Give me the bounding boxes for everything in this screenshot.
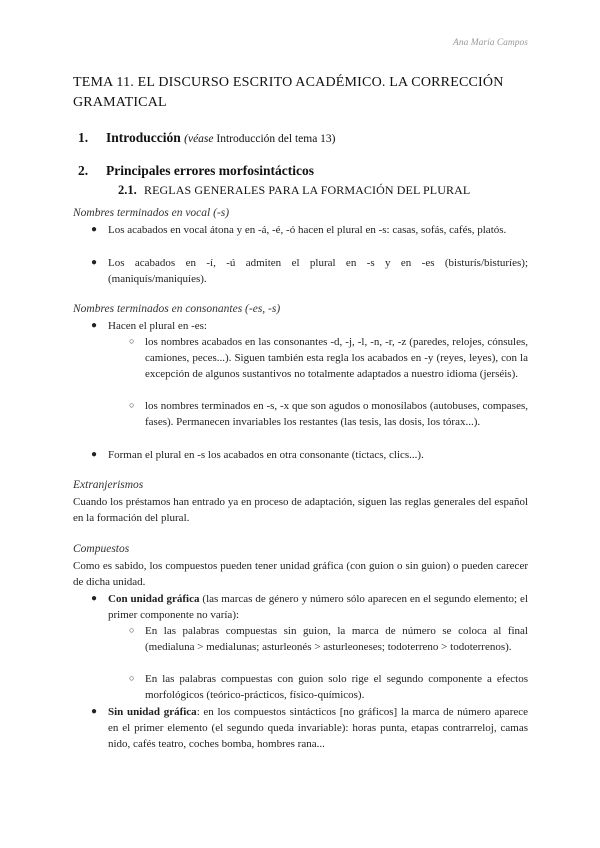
extranjerismos-heading: Extranjerismos bbox=[73, 479, 144, 491]
consonante-sub-item-1: los nombres acabados en las consonantes -d, -j, -l, -n, -r, -z (paredes, relojes, cónsules, camiones, peces...). Siguen también esta regla los acabados en -y (reyes, leyes), con la excepción de algunos sustantivos no totalmente adaptados a nuestro idioma (jerséis). bbox=[145, 336, 528, 380]
author-header: Ana María Campos bbox=[453, 38, 528, 48]
consonante-item-1: Hacen el plural en -es: bbox=[108, 320, 207, 332]
consonante-heading: Nombres terminados en consonantes (-es, -s) bbox=[73, 303, 281, 315]
consonante-item-2: Forman el plural en -s los acabados en otra consonante (tictacs, clics...). bbox=[108, 449, 424, 461]
vocal-heading: Nombres terminados en vocal (-s) bbox=[73, 207, 230, 219]
section-1-heading bbox=[78, 130, 336, 146]
bullet-icon: ● bbox=[91, 449, 98, 460]
section-2-title: Principales errores morfosintácticos bbox=[106, 163, 314, 178]
section-1-note bbox=[184, 133, 335, 145]
bullet-icon: ● bbox=[91, 257, 98, 268]
compuestos-heading: Compuestos bbox=[73, 543, 130, 555]
bullet-icon: ● bbox=[91, 224, 98, 235]
document-title: TEMA 11. EL DISCURSO ESCRITO ACADÉMICO. LA CORRECCIÓN GRAMATICAL bbox=[73, 75, 504, 110]
con-unidad-text: (las marcas de género y número sólo aparecen en el segundo elemento; el primer componente no varía): bbox=[108, 593, 528, 621]
section-2-number: 2. bbox=[78, 163, 89, 178]
compuestos-con-sub-2: En las palabras compuestas con guion solo rige el segundo componente a efectos morfológicos (teórico-prácticos, físico-químicos). bbox=[145, 673, 528, 701]
compuestos-intro: Como es sabido, los compuestos pueden tener unidad gráfica (con guion o sin guion) o pueden carecer de dicha unidad. bbox=[73, 560, 528, 588]
subsection-2-1-title: REGLAS GENERALES PARA LA FORMACIÓN DEL PLURAL bbox=[144, 183, 471, 197]
section-1-title: Introducción bbox=[106, 130, 181, 145]
sin-unidad-label: Sin unidad gráfica bbox=[108, 706, 197, 718]
subsection-2-1-heading bbox=[118, 183, 470, 198]
circle-bullet-icon: ○ bbox=[129, 625, 135, 635]
section-1-note-prefix: (véase bbox=[184, 133, 214, 145]
section-1-note-rest: Introducción del tema 13) bbox=[213, 133, 336, 145]
subsection-2-1-number: 2.1. bbox=[118, 183, 137, 197]
bullet-icon: ● bbox=[91, 593, 98, 604]
bullet-icon: ● bbox=[91, 320, 98, 331]
sin-unidad-text: : en los compuestos sintácticos [no gráficos] la marca de número aparece en el primer elemento (el segundo queda invariable): horas punta, etapas contrarreloj, camas nido, cafés teatro, coches bomba, hombres rana... bbox=[108, 706, 529, 750]
consonante-sub-item-2: los nombres terminados en -s, -x que son agudos o monosílabos (autobuses, compases, fases). Permanecen invariables los restantes (las tesis, las dosis, los tórax...). bbox=[145, 400, 528, 428]
circle-bullet-icon: ○ bbox=[129, 336, 135, 346]
compuestos-sin-item bbox=[108, 704, 528, 752]
vocal-item-2: Los acabados en -í, -ú admiten el plural en -s y en -es (bisturís/bisturíes); (maniquís/maniquíes). bbox=[108, 257, 528, 285]
circle-bullet-icon: ○ bbox=[129, 673, 135, 683]
section-2-heading bbox=[78, 163, 314, 179]
compuestos-con-sub-1: En las palabras compuestas sin guion, la marca de número se coloca al final (medialuna > medialunas; asturleonés > asturleoneses; todoterreno > todoterrenos). bbox=[145, 625, 528, 653]
compuestos-con-item bbox=[108, 591, 528, 623]
extranjerismos-text: Cuando los préstamos han entrado ya en proceso de adaptación, siguen las reglas generales del español en la formación del plural. bbox=[73, 496, 528, 524]
circle-bullet-icon: ○ bbox=[129, 400, 135, 410]
section-1-number: 1. bbox=[78, 130, 89, 145]
bullet-icon: ● bbox=[91, 706, 98, 717]
con-unidad-label: Con unidad gráfica bbox=[108, 593, 200, 605]
vocal-item-1: Los acabados en vocal átona y en -á, -é, -ó hacen el plural en -s: casas, sofás, cafés, platós. bbox=[108, 224, 507, 236]
